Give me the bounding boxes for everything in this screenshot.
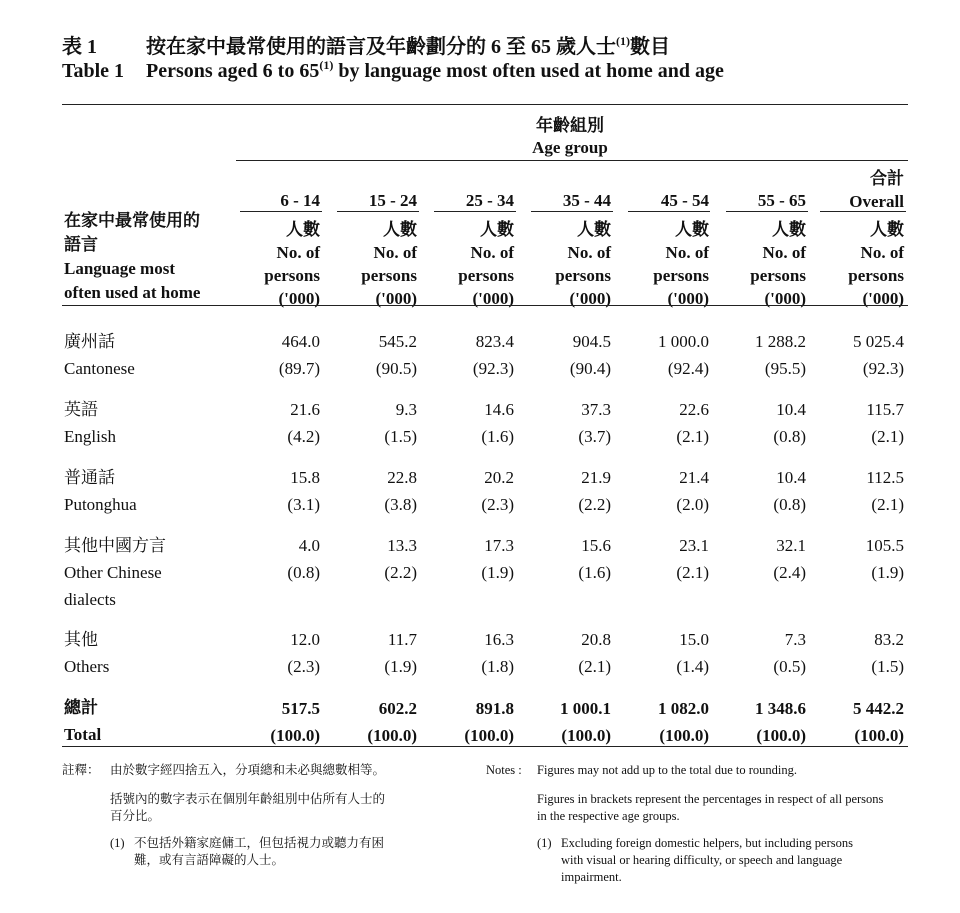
unit-header: [609, 218, 709, 310]
title-en-tail: by language most often used at home and age: [333, 60, 724, 82]
cell-pct: (2.2): [384, 563, 417, 582]
unit-zh: 人數: [577, 220, 611, 239]
cell-pct: (3.7): [578, 427, 611, 446]
title-zh-text: 按在家中最常使用的語言及年齡劃分的 6 至 65 歲人士: [146, 36, 616, 58]
unit-l2: persons: [458, 266, 514, 285]
stub-header-zh-1: 在家中最常使用的: [64, 211, 200, 230]
unit-zh: 人數: [675, 220, 709, 239]
cell-pct: (1.5): [384, 427, 417, 446]
cell-value: 1 000.0: [658, 332, 709, 351]
cell-pct: (3.8): [384, 495, 417, 514]
cell-pct: (2.3): [287, 657, 320, 676]
cell-value: 12.0: [290, 630, 320, 649]
cell-total-pct: (100.0): [367, 726, 417, 745]
table-number-en: Table 1: [62, 60, 125, 82]
row-stub-others: [64, 626, 109, 680]
cell-pct: (95.5): [764, 359, 806, 378]
unit-l3: ('000): [667, 289, 709, 308]
notes-en-2: [537, 791, 909, 825]
unit-header: [804, 218, 904, 310]
unit-l2: persons: [555, 266, 611, 285]
notes-en-2-line2: in the respective age groups.: [537, 809, 680, 823]
col-header-1: [317, 189, 417, 212]
cell-value: 14.6: [484, 400, 514, 419]
title-zh-tail: 數目: [630, 36, 670, 58]
row-stub-english: [64, 396, 116, 450]
cell-value: 823.4: [475, 332, 514, 351]
title-english: [62, 60, 724, 83]
row-stub-putonghua: [64, 464, 137, 518]
unit-l1: No. of: [470, 243, 514, 262]
cell-pct: (1.5): [871, 657, 904, 676]
cell-value: 21.9: [581, 468, 611, 487]
cell-pct: (2.0): [676, 495, 709, 514]
col-underline: [337, 211, 419, 212]
cell-value: 10.4: [776, 400, 806, 419]
cell-pct: (92.4): [667, 359, 709, 378]
unit-header: [511, 218, 611, 310]
col-label: 6 - 14: [280, 191, 320, 210]
cell-value: 5 025.4: [853, 332, 904, 351]
cell-value: 17.3: [484, 536, 514, 555]
row-stub-cantonese: [64, 328, 135, 382]
unit-l3: ('000): [375, 289, 417, 308]
cell-value: 13.3: [387, 536, 417, 555]
age-group-rule: [236, 160, 908, 161]
row-stub-other-chinese-dialects: [64, 532, 166, 613]
row-label-zh: 其他中國方言: [64, 536, 166, 555]
cell-pct: (90.5): [375, 359, 417, 378]
row-label-en: Cantonese: [64, 359, 135, 378]
unit-l1: No. of: [373, 243, 417, 262]
cell-value: 22.6: [679, 400, 709, 419]
cell-total-pct: (100.0): [756, 726, 806, 745]
col-underline: [434, 211, 516, 212]
unit-header: [414, 218, 514, 310]
cell-pct: (1.6): [481, 427, 514, 446]
cell-value: 15.0: [679, 630, 709, 649]
notes-zh-1: 由於數字經四捨五入，分項總和未必與總數相等。: [110, 763, 386, 777]
cell-pct: (1.9): [871, 563, 904, 582]
unit-l1: No. of: [860, 243, 904, 262]
cell-pct: (0.8): [287, 563, 320, 582]
cell-total: 1 082.0: [658, 699, 709, 718]
cell-total: 517.5: [281, 699, 320, 718]
cell-pct: (2.3): [481, 495, 514, 514]
row-label-en: Putonghua: [64, 495, 137, 514]
cell-pct: (1.8): [481, 657, 514, 676]
row-stub-total: [64, 694, 101, 748]
cell-value: 16.3: [484, 630, 514, 649]
row-label-zh: 英語: [64, 400, 98, 419]
cell-pct: (1.9): [384, 657, 417, 676]
row-label-zh: 普通話: [64, 468, 115, 487]
cell-pct: (3.1): [287, 495, 320, 514]
cell-value: 20.2: [484, 468, 514, 487]
unit-l1: No. of: [276, 243, 320, 262]
row-label-zh: 廣州話: [64, 332, 115, 351]
cell-value: 464.0: [281, 332, 320, 351]
notes-zh-3-line2: 難，或有言語障礙的人士。: [134, 853, 285, 867]
cell-value: 4.0: [298, 536, 320, 555]
notes-zh-3-line1: 不包括外籍家庭傭工，但包括視力或聽力有困: [134, 836, 385, 850]
cell-value: 32.1: [776, 536, 806, 555]
unit-l2: persons: [361, 266, 417, 285]
notes-en-1: Figures may not add up to the total due to rounding.: [537, 763, 798, 777]
cell-total-pct: (100.0): [464, 726, 514, 745]
cell-value: 23.1: [679, 536, 709, 555]
cell-total-pct: (100.0): [561, 726, 611, 745]
unit-l2: persons: [653, 266, 709, 285]
cell-value: 83.2: [874, 630, 904, 649]
notes-en-2-line1: Figures in brackets represent the percentages in respect of all persons: [537, 792, 884, 806]
unit-zh: 人數: [286, 220, 320, 239]
col-header-5: [706, 189, 806, 212]
unit-zh: 人數: [480, 220, 514, 239]
unit-l3: ('000): [764, 289, 806, 308]
unit-header: [706, 218, 806, 310]
cell-value: 545.2: [378, 332, 417, 351]
cell-total-pct: (100.0): [270, 726, 320, 745]
col-label: 25 - 34: [465, 191, 514, 210]
unit-zh: 人數: [772, 220, 806, 239]
cell-value: 21.6: [290, 400, 320, 419]
notes-en-3-line3: impairment.: [561, 870, 622, 884]
title-en-text: Persons aged 6 to 65: [146, 60, 320, 82]
unit-l3: ('000): [278, 289, 320, 308]
cell-total: 5 442.2: [853, 699, 904, 718]
cell-total: 602.2: [378, 699, 417, 718]
cell-pct: (4.2): [287, 427, 320, 446]
cell-total: 891.8: [475, 699, 514, 718]
unit-l2: persons: [264, 266, 320, 285]
row-label-zh: 其他: [64, 630, 98, 649]
stub-header: [64, 209, 200, 305]
notes-en-3-line2: with visual or hearing difficulty, or speech and language: [561, 853, 843, 867]
col-label: 45 - 54: [660, 191, 709, 210]
notes-en-3: [561, 835, 909, 886]
age-group-spanner: [500, 115, 640, 159]
row-label-en: English: [64, 427, 116, 446]
col-label-zh: 合計: [870, 169, 904, 188]
cell-value: 15.6: [581, 536, 611, 555]
col-header-3: [511, 189, 611, 212]
stub-header-en-1: Language most: [64, 259, 175, 278]
stub-header-zh-2: 語言: [64, 235, 98, 254]
notes-en-3-line1: Excluding foreign domestic helpers, but including persons: [561, 836, 853, 850]
cell-value: 15.8: [290, 468, 320, 487]
col-label: Overall: [849, 192, 904, 211]
col-label: 15 - 24: [368, 191, 417, 210]
cell-pct: (2.1): [578, 657, 611, 676]
col-header-0: [220, 189, 320, 212]
cell-value: 112.5: [866, 468, 904, 487]
cell-total-pct: (100.0): [854, 726, 904, 745]
col-header-4: [609, 189, 709, 212]
cell-value: 904.5: [572, 332, 611, 351]
unit-l2: persons: [750, 266, 806, 285]
stub-header-en-2: often used at home: [64, 283, 201, 302]
cell-pct: (1.9): [481, 563, 514, 582]
col-underline: [628, 211, 710, 212]
cell-pct: (1.6): [578, 563, 611, 582]
notes-en-label: Notes :: [486, 763, 522, 777]
age-group-en: Age group: [532, 138, 608, 157]
cell-pct: (0.8): [773, 495, 806, 514]
cell-pct: (1.4): [676, 657, 709, 676]
unit-l3: ('000): [472, 289, 514, 308]
unit-zh: 人數: [870, 220, 904, 239]
unit-l3: ('000): [862, 289, 904, 308]
cell-pct: (2.1): [871, 495, 904, 514]
cell-value: 20.8: [581, 630, 611, 649]
title-chinese: [62, 30, 670, 59]
cell-pct: (89.7): [278, 359, 320, 378]
unit-l1: No. of: [762, 243, 806, 262]
cell-pct: (2.1): [676, 427, 709, 446]
cell-pct: (2.2): [578, 495, 611, 514]
cell-pct: (0.5): [773, 657, 806, 676]
row-label-en: Other Chinese: [64, 563, 162, 582]
notes-en-3-marker: (1): [537, 836, 552, 850]
cell-pct: (2.4): [773, 563, 806, 582]
col-underline: [820, 211, 906, 212]
unit-l1: No. of: [665, 243, 709, 262]
col-header-overall: [804, 167, 904, 213]
cell-pct: (92.3): [472, 359, 514, 378]
cell-total: 1 348.6: [755, 699, 806, 718]
row-label-zh: 總計: [64, 698, 98, 717]
unit-l1: No. of: [567, 243, 611, 262]
notes-zh-3-marker: (1): [110, 836, 125, 850]
header-bottom-rule: [62, 305, 908, 306]
cell-pct: (2.1): [676, 563, 709, 582]
cell-value: 21.4: [679, 468, 709, 487]
title-zh-footnote-ref: (1): [616, 34, 630, 48]
title-en-footnote-ref: (1): [319, 58, 334, 72]
cell-value: 10.4: [776, 468, 806, 487]
unit-zh: 人數: [383, 220, 417, 239]
col-label: 55 - 65: [757, 191, 806, 210]
col-header-2: [414, 189, 514, 212]
unit-header: [317, 218, 417, 310]
cell-value: 7.3: [784, 630, 806, 649]
notes-zh-2: [110, 791, 460, 825]
notes-zh-label: 註釋：: [62, 763, 100, 777]
cell-pct: (2.1): [871, 427, 904, 446]
notes-zh-2-line1: 括號內的數字表示在個別年齡組別中佔所有人士的: [110, 792, 386, 806]
cell-total-pct: (100.0): [659, 726, 709, 745]
row-label-en: Total: [64, 725, 102, 744]
age-group-zh: 年齡組別: [536, 116, 604, 135]
cell-pct: (90.4): [569, 359, 611, 378]
table-bottom-rule: [62, 746, 908, 747]
col-underline: [726, 211, 808, 212]
col-label: 35 - 44: [562, 191, 611, 210]
table-number-zh: 表 1: [62, 36, 97, 58]
notes-zh-3: [134, 835, 464, 869]
unit-l3: ('000): [569, 289, 611, 308]
cell-total: 1 000.1: [560, 699, 611, 718]
cell-value: 1 288.2: [755, 332, 806, 351]
cell-value: 22.8: [387, 468, 417, 487]
col-underline: [240, 211, 322, 212]
unit-header: [220, 218, 320, 310]
cell-value: 105.5: [865, 536, 904, 555]
col-underline: [531, 211, 613, 212]
cell-value: 37.3: [581, 400, 611, 419]
cell-value: 115.7: [866, 400, 904, 419]
row-label-en: Others: [64, 657, 110, 676]
cell-value: 9.3: [395, 400, 417, 419]
notes-zh-2-line2: 百分比。: [110, 809, 161, 823]
table-top-rule: [62, 104, 908, 105]
cell-value: 11.7: [387, 630, 417, 649]
cell-pct: (0.8): [773, 427, 806, 446]
row-label-en-cont: dialects: [64, 590, 116, 609]
cell-pct: (92.3): [862, 359, 904, 378]
unit-l2: persons: [848, 266, 904, 285]
